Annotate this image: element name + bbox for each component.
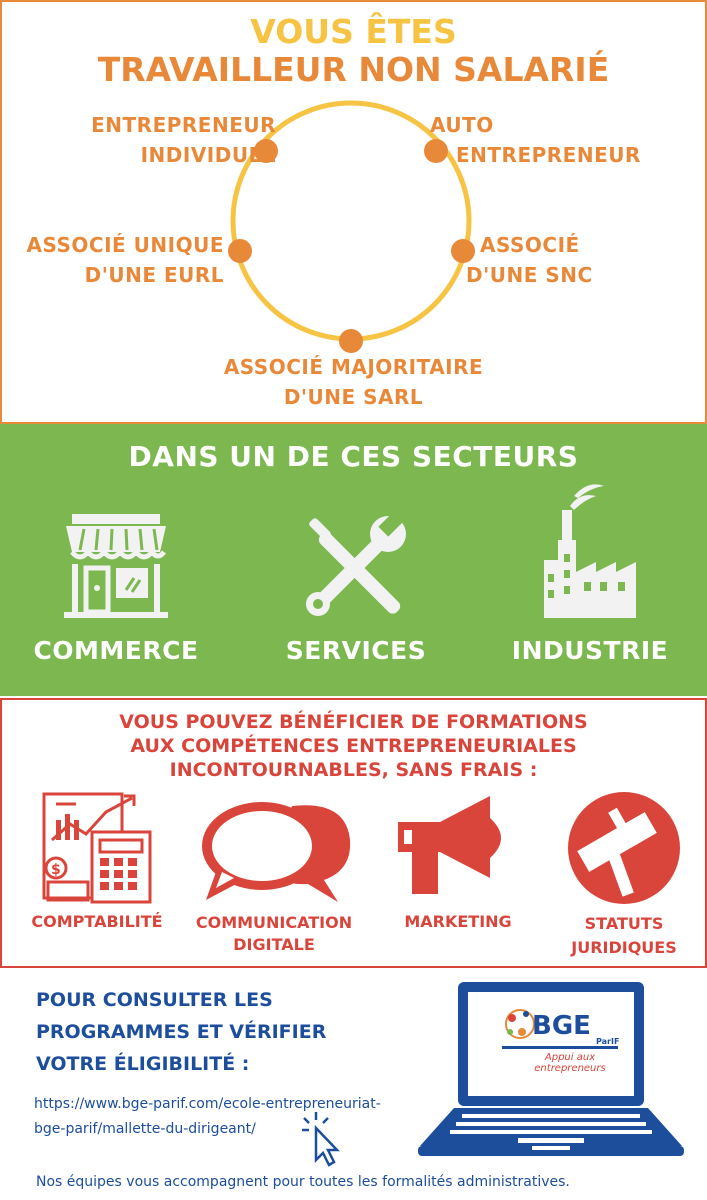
status-entrepreneur-individuel: ENTREPRENEUR INDIVIDUEL xyxy=(91,113,276,167)
programs-link[interactable]: https://www.bge-parif.com/ecole-entrepreneuriat- bge-parif/mallette-du-dirigeant/ xyxy=(34,1096,381,1137)
training-comptabilite-label: COMPTABILITÉ xyxy=(31,912,163,931)
sectors-title: DANS UN DE CES SECTEURS xyxy=(128,440,579,473)
footer-text: Nos équipes vous accompagnent pour toutes les formalités administratives. xyxy=(36,1174,570,1190)
megaphone-icon xyxy=(394,792,518,902)
bge-logo-region: ParIF xyxy=(596,1037,620,1046)
accounting-icon xyxy=(34,790,158,906)
sector-services-label: SERVICES xyxy=(285,636,427,665)
header-line-1: VOUS ÊTES xyxy=(250,12,457,51)
status-associe-sarl: ASSOCIÉ MAJORITAIRE D'UNE SARL xyxy=(223,355,484,409)
sector-commerce-label: COMMERCE xyxy=(33,636,199,665)
training-statuts-label: STATUTS JURIDIQUES xyxy=(571,914,677,957)
training-communication-label: COMMUNICATION DIGITALE xyxy=(195,913,353,954)
shop-icon xyxy=(60,512,172,620)
chat-bubbles-icon xyxy=(196,792,356,904)
gavel-icon xyxy=(562,790,686,906)
cursor-icon xyxy=(300,1110,342,1168)
status-dot-bottom xyxy=(339,329,363,353)
consult-heading: POUR CONSULTER LES PROGRAMMES ET VÉRIFIER VOTRE ÉLIGIBILITÉ : xyxy=(36,989,327,1075)
bge-logo-tagline: Appui aux entrepreneurs xyxy=(534,1052,606,1074)
status-dot-mid-left xyxy=(228,239,252,263)
svg-text:$: $ xyxy=(51,862,61,878)
tools-icon xyxy=(300,512,412,620)
status-associe-eurl: ASSOCIÉ UNIQUE D'UNE EURL xyxy=(26,233,224,287)
header-line-2: TRAVAILLEUR NON SALARIÉ xyxy=(97,50,610,89)
status-associe-snc: ASSOCIÉ D'UNE SNC xyxy=(466,233,593,287)
bge-logo-name: BGE xyxy=(532,1011,591,1041)
trainings-title: VOUS POUVEZ BÉNÉFICIER DE FORMATIONS AUX COMPÉTENCES ENTREPRENEURIALES INCONTOURNABLES, SANS FRAIS : xyxy=(119,711,588,781)
sector-industrie-label: INDUSTRIE xyxy=(511,636,669,665)
status-auto-entrepreneur: AUTO ENTREPRENEUR xyxy=(430,113,641,167)
training-marketing-label: MARKETING xyxy=(404,912,512,931)
factory-icon xyxy=(540,478,640,620)
